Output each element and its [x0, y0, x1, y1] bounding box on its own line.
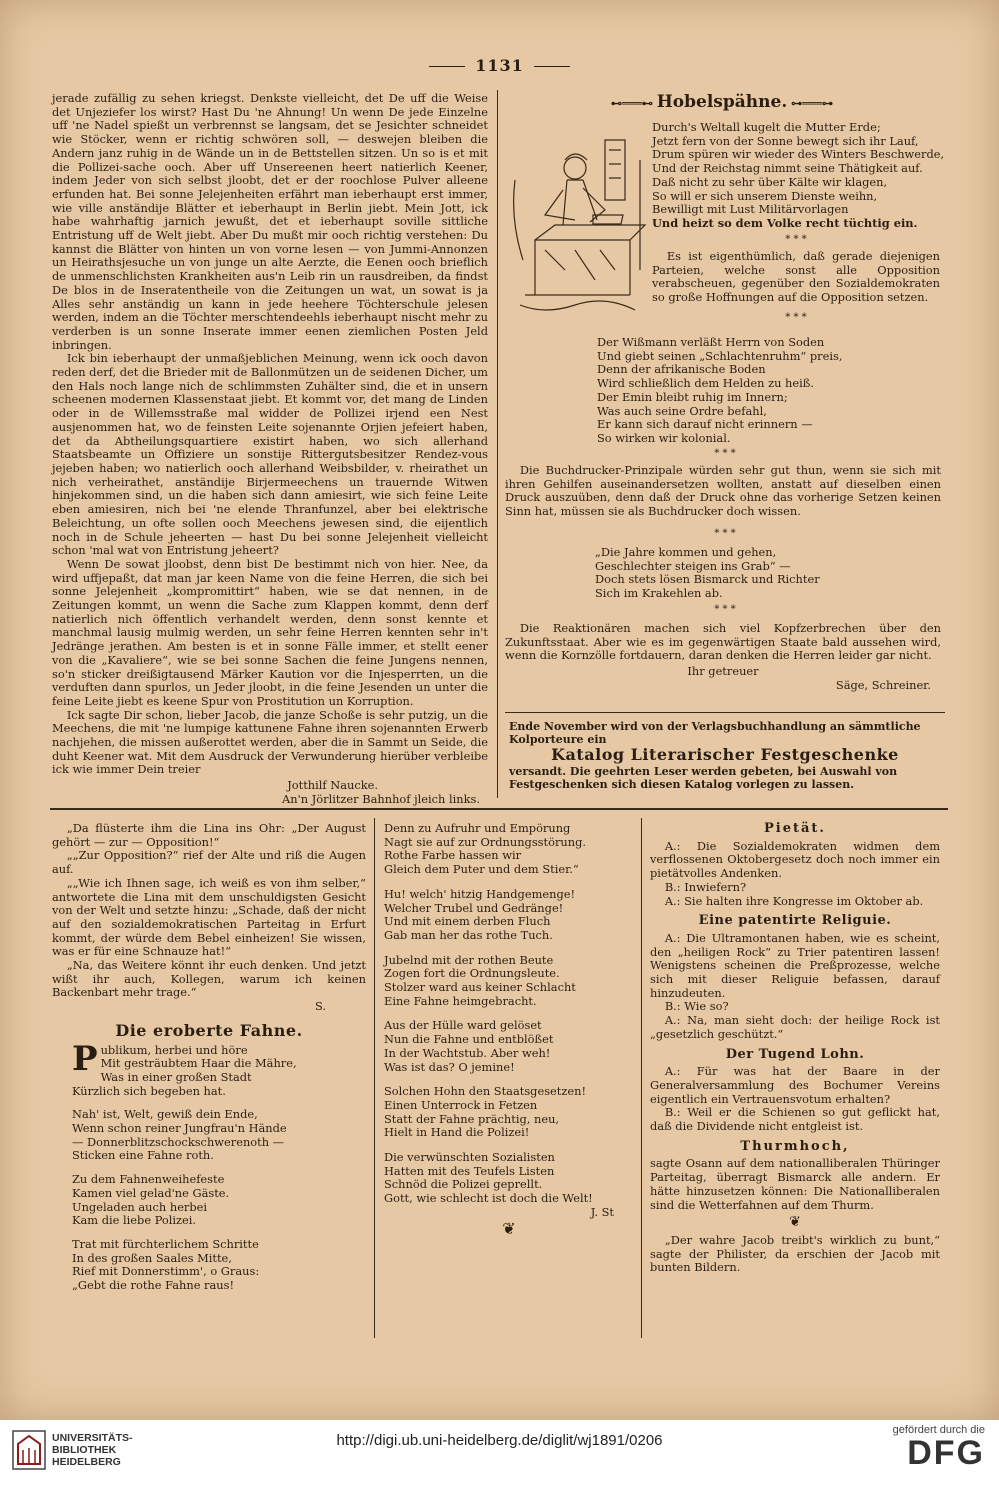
hobel-paragraph-2 — [505, 464, 941, 519]
poem-line: Jubelnd mit der rothen Beute — [384, 952, 554, 967]
poem-line: Die verwünschten Sozialisten — [384, 1150, 555, 1165]
poem-stanza — [384, 888, 634, 943]
hobel-paragraph-3 — [505, 622, 941, 693]
poem-line: Durch's Weltall kugelt die Mutter Erde; — [652, 120, 881, 134]
poem-line: Drum spüren wir wieder des Winters Beschwerde, — [652, 147, 945, 162]
poem-line: Eine Fahne heimgebracht. — [384, 993, 537, 1008]
ornament-icon: ⊶═══⊶ — [787, 97, 833, 110]
ad-line-1: Ende November wird von der Verlagsbuchhandlung an sämmtliche Kolporteure ein — [509, 720, 921, 746]
poem-line: Der Wißmann verläßt Herrn von Soden — [597, 335, 825, 349]
hobel-closing: Ihr getreuer — [687, 664, 759, 679]
story-paragraph: „„Wie ich Ihnen sage, ich weiß es von ihm selber,“ antwortete die Lina mit dem unschuldigsten Gesicht von der Welt und setzte hinzu: „Schade, daß der nicht auf den sozialdemokratischen Parteitag in Erfurt kommt, der würde dem Bebel einheizen! Sie wissen, was er für eine Schnauze hat!“ — [52, 875, 366, 959]
poem-line: Statt der Fahne prächtig, neu, — [384, 1111, 560, 1126]
dialog-line: A.: Die Sozialdemokraten widmen dem verflossenen Oktobergesetz doch noch immer ein pietätvolles Andenken. — [650, 838, 940, 881]
paragraph-text: Die Reaktionären machen sich viel Kopfzerbrechen über den Zukunftsstaat. Aber wie es im gegenwärtigen Staate bald aussehen wird, wenn die Kornzölle fortdauern, daran denken die Herren leider gar nicht. — [505, 621, 941, 663]
poem-line: Gott, wie schlecht ist doch die Welt! — [384, 1191, 593, 1206]
logo-line: HEIDELBERG — [52, 1456, 121, 1468]
poem-line: Und heizt so dem Volke recht tüchtig ein. — [652, 215, 918, 230]
poem-line: Zogen fort die Ordnungsleute. — [384, 966, 560, 981]
hobel-title-row — [592, 92, 852, 112]
catalog-advertisement — [509, 720, 941, 791]
fleuron-icon: ❦ — [502, 1218, 516, 1238]
poem-line: Welcher Trubel und Gedränge! — [384, 900, 564, 915]
dialog-line: A.: Na, man sieht doch: der heilige Rock ist „gesetzlich geschützt.“ — [650, 1013, 940, 1041]
poem-line: Kamen viel gelad'ne Gäste. — [72, 1185, 230, 1200]
ornament-icon: ⊷═══⊷ — [611, 97, 657, 110]
poem-line: Solchen Hohn den Staatsgesetzen! — [384, 1084, 587, 1099]
poem-stanza — [384, 1085, 634, 1140]
column-divider-bottom-2 — [641, 818, 642, 1338]
poem-line: Einen Unterrock in Fetzen — [384, 1097, 538, 1112]
poem-line: „Gebt die rothe Fahne raus! — [72, 1278, 235, 1293]
poem-line: Rief mit Donnerstimm', o Graus: — [72, 1264, 260, 1279]
poem-line: Bewilligt mit Lust Militärvorlagen — [652, 202, 849, 217]
poem-line: Trat mit fürchterlichem Schritte — [72, 1236, 259, 1251]
hobel-poem-2 — [597, 336, 897, 446]
letter-signature: Jotthilf Naucke. — [287, 778, 378, 793]
separator-stars: * * * — [714, 528, 736, 539]
ad-title: Katalog Literarischer Festgeschenke — [551, 745, 899, 764]
dialog-line: B.: Weil er die Schienen so gut geflickt hat, daß die Dividende nicht entgleist ist. — [650, 1105, 940, 1134]
separator-stars: * * * — [785, 312, 807, 323]
header-dash-left — [429, 66, 465, 67]
poem-stanza — [72, 1038, 366, 1099]
ad-divider — [505, 712, 945, 713]
separator-stars: * * * — [785, 234, 807, 245]
poem-line: Doch stets lösen Bismarck und Richter — [595, 572, 820, 587]
poem-line: Geschlechter steigen ins Grab“ — — [595, 558, 791, 573]
poem-line: Mit gesträubtem Haar die Mähre, — [100, 1056, 297, 1071]
poem-stanza — [384, 1151, 634, 1206]
dialog-line: A.: Die Ultramontanen haben, wie es scheint, den „heiligen Rock“ zu Trier patentiren lassen! Wenigstens scheinen die Preßprozesse, welche sich mit dieser Religuie befassen, darauf hinzudeuten. — [650, 930, 940, 1000]
poem-line: In des großen Saales Mitte, — [72, 1250, 232, 1265]
poem-line: Daß nicht zu sehr über Kälte wir klagen, — [652, 174, 888, 189]
section-title-thurmhoch: Thurmhoch, — [740, 1138, 850, 1154]
paragraph-text: sagte Osann auf dem nationalliberalen Thüringer Parteitag, überragt Bismarck alle andern. Er hätte hinzusetzen können: Die Nationalliberalen sind die Wetterfahnen auf dem Thurm. — [650, 1156, 940, 1212]
section-divider — [50, 808, 948, 810]
footer-bar — [0, 1420, 999, 1489]
paragraph-text: Es ist eigenthümlich, daß gerade diejenigen Parteien, welche sonst alle Opposition verabscheuen, gegenüber den Sozialdemokraten so große Hoffnungen auf die Opposition setzen. — [652, 249, 940, 305]
page-header — [0, 56, 999, 75]
drop-cap: P — [72, 1038, 98, 1079]
ad-line-2: versandt. Die geehrten Leser werden gebeten, bei Auswahl von Festgeschenken sich diesen Katalog vorlegen zu lassen. — [509, 765, 898, 791]
dialog-line: A.: Für was hat der Baare in der Generalversammlung des Bochumer Vereins eigentlich ein Vertrauensvotum erhalten? — [650, 1064, 940, 1106]
poem-line: Nagt sie auf zur Ordnungsstörung. — [384, 834, 586, 849]
letter-paragraph: Wenn De sowat jloobst, denn bist De bestimmt nich von hier. Nee, da wird uffjepaßt, dat man jar keen Name von die feine Herren, die sich bei sonne Jelejenheit „kompromittirt“ haben, wie se dat nennen, in de Zeitungen kommt, un wenn die Sache zum Klappen kommt, denn derf natierlich nich öffentlich verhandelt werden, denn sonst kennte et manchmal lausig mulmig werden, un sehr feine Herren kennten sehr in't Jedränge jerathen. Am besten is et in sonne Fälle immer, et stellt eener von die „Kavaliere“, wie se bei sonne Sachen die feine Jungens nennen, so'n sticker dreißigtausend Märker Kaution vor die Injesperrten, un die verduften dann spurlos, un Jeder jloobt, in die feine Jesenden un unter die feine Leite jiebt es keene Spur von Prostitution un Korruption. — [52, 556, 488, 708]
poem-line: Was in einer großen Stadt — [100, 1069, 252, 1084]
poem-line: In der Wachtstub. Aber weh! — [384, 1045, 551, 1060]
poem-line: Gab man her das rothe Tuch. — [384, 927, 553, 942]
logo-line: UNIVERSITÄTS- — [52, 1432, 133, 1444]
poem-line: Wenn schon reiner Jungfrau'n Hände — [72, 1121, 287, 1136]
dialog-line: B.: Wie so? — [664, 999, 729, 1014]
separator-stars: * * * — [714, 448, 736, 459]
poem-line: Zu dem Fahnenweihefeste — [72, 1172, 225, 1187]
poem-line: Sich im Krakehlen ab. — [595, 586, 723, 601]
dfg-sponsor — [893, 1424, 985, 1470]
poem-line: Und giebt seinen „Schlachtenruhm“ preis, — [597, 348, 843, 363]
poem-line: Nah' ist, Welt, gewiß dein Ende, — [72, 1107, 258, 1122]
poem-stanza — [384, 954, 634, 1009]
dialog-line: A.: Sie halten ihre Kongresse im Oktober ab. — [664, 893, 924, 908]
bottom-right-column — [650, 822, 940, 1275]
poem-line: Und der Reichstag nimmt seine Thätigkeit auf. — [652, 161, 923, 176]
header-dash-right — [534, 66, 570, 67]
poem-line: Ungeladen auch herbei — [72, 1199, 208, 1214]
poem-line: Was auch seine Ordre befahl, — [597, 403, 767, 418]
poem-line: Was ist das? O jemine! — [384, 1059, 515, 1074]
poem-line: Und mit einem derben Fluch — [384, 914, 551, 929]
hobel-poem-1 — [652, 121, 952, 231]
hobel-paragraph-1 — [652, 250, 940, 305]
poem-stanza — [72, 1173, 366, 1228]
poem-line: Jetzt fern von der Sonne bewegt sich ihr Lauf, — [652, 133, 919, 148]
sponsor-caption: gefördert durch die — [892, 1424, 985, 1436]
poem-line: Er kann sich darauf nicht erinnern — — [597, 417, 813, 432]
poem-line: Der Emin bleibt ruhig im Innern; — [597, 389, 788, 404]
poem-stanza — [72, 1238, 366, 1293]
logo-line: BIBLIOTHEK — [52, 1444, 117, 1456]
column-divider-top — [497, 90, 498, 798]
poem-line: Denn der afrikanische Boden — [597, 362, 766, 377]
poem-line: Hielt in Hand die Polizei! — [384, 1125, 530, 1140]
story-paragraph: „Na, das Weitere könnt ihr euch denken. Und jetzt wißt ihr auch, Kollegen, warum ich keinen Backenbart mehr trage.“ — [52, 958, 366, 1000]
story-signature: S. — [314, 999, 326, 1014]
story-paragraph: „Da flüsterte ihm die Lina ins Ohr: „Der August gehört — zur — Opposition!“ — [52, 821, 366, 849]
letter-signature-address: An'n Jörlitzer Bahnhof jleich links. — [282, 791, 480, 806]
poem-line: Nun die Fahne und entblößet — [384, 1032, 554, 1047]
poem-title: Die eroberte Fahne. — [115, 1020, 303, 1040]
paragraph-text: „Der wahre Jacob treibt's wirklich zu bunt,“ sagte der Philister, da erschien der Jacob mit bunten Bildern. — [650, 1232, 940, 1275]
hobel-poem-3 — [595, 546, 895, 601]
poem-line: ublikum, herbei und höre — [100, 1042, 248, 1057]
poem-stanza — [384, 1019, 634, 1074]
poem-line: Aus der Hülle ward gelöset — [384, 1018, 542, 1033]
dfg-logo-text: DFG — [907, 1434, 985, 1472]
poem-fahne-part-1 — [52, 1038, 366, 1293]
section-title-tugend: Der Tugend Lohn. — [725, 1046, 865, 1062]
section-title-pietaet: Pietät. — [764, 821, 826, 836]
poem-line: So will er sich unserem Dienste weihn, — [652, 188, 878, 203]
separator-stars: * * * — [714, 604, 736, 615]
poem-signature: J. St — [590, 1204, 614, 1219]
paragraph-text: Die Buchdrucker-Prinzipale würden sehr gut thun, wenn sie sich mit ihren Gehilfen auseinandersetzen wollten, anstatt auf dieselben einen Druck auszuüben, denn daß der Druck ohne das vorherige Setzen keinen Sinn hat, müssen sie als Buchdrucker doch wissen. — [505, 463, 941, 519]
poem-line: — Donnerblitzschockschwerenoth — — [72, 1134, 285, 1149]
hobel-signature: Säge, Schreiner. — [835, 677, 931, 692]
poem-line: Kürzlich sich begeben hat. — [72, 1083, 226, 1098]
poem-line: Denn zu Aufruhr und Empörung — [384, 821, 571, 835]
letter-paragraph: jerade zufällig zu sehen kriegst. Denkste vielleicht, det De uff die Weise det Unjeziefer los wirst? Hast Du 'ne Ahnung! Un wenn De jede Einzelne uff 'ne Nadel spießt un verbrennst se langsam, det se Jesichter schneidet wie Stöcker, wenn er richtig schwören soll, — deswejen bleiben die Andern janz ruhig in de Wände un in de Bettstellen sitzen. Un so is et mit die Pollizei-sache ooch. Aber uff Unsereenen heert natierlich Keener, indem Jeder von sich selbst jloobt, det er der roochlose Pulver alleene erfunden hat. Bei sonne Jelejenheiten erfährt man ieberhaupt erst immer, wie ville anständije Blätter et ieberhaupt in Berlin jiebt. Mein Jott, ick habe wahrhaftig jarnich jewußt, det et ieberhaupt soville sittliche Entristung uff de Welt jiebt. Aber Du mußt mir ooch richtig verstehen: Du kannst die Blätter von hinten un von vorne lesen — von Jummi-Annonzen un Heirathsjesuche un von junge un alte Aerzte, die Eenen ooch brieflich de unmenschlichsten Krankheiten aus'n Leib rin un rausdreiben, da findst De blos in de Inseratentheile von die Zeitungen un wat, un sowat is ja Alles sehr anständig un kann in jede heehere Töchterschule jelesen werden, indem an die Töchter merschtendeehls ieberhaupt nischt mehr zu verderben is un sonne Inserate immer eenen ziemlichen Posten Jeld inbringen. — [52, 91, 488, 352]
poem-line: „Die Jahre kommen und gehen, — [595, 545, 777, 559]
carpenter-illustration-icon — [505, 120, 650, 320]
poem-line: Hu! welch' hitzig Handgemenge! — [384, 886, 576, 901]
column-divider-bottom-1 — [374, 818, 375, 1338]
poem-line: Sticken eine Fahne roth. — [72, 1148, 214, 1163]
fleuron-icon: ❦ — [789, 1214, 801, 1231]
bottom-left-column — [52, 822, 366, 1293]
poem-line: So wirken wir kolonial. — [597, 430, 731, 445]
poem-stanza — [384, 822, 634, 877]
poem-line: Schnöd die Polizei geprellt. — [384, 1177, 543, 1192]
poem-line: Kam die liebe Polizei. — [72, 1213, 197, 1228]
story-paragraph: „„Zur Opposition?“ rief der Alte und riß die Augen auf. — [52, 848, 366, 877]
poem-line: Rothe Farbe hassen wir — [384, 848, 522, 863]
section-title-religuie: Eine patentirte Religuie. — [698, 913, 892, 929]
poem-line: Hatten mit des Teufels Listen — [384, 1163, 555, 1178]
source-url-link[interactable]: http://digi.ub.uni-heidelberg.de/diglit/wj1891/0206 — [336, 1432, 663, 1449]
poem-line: Wird schließlich dem Helden zu heiß. — [597, 376, 814, 391]
letter-column — [52, 92, 488, 807]
dialog-line: B.: Inwiefern? — [664, 879, 747, 894]
page-number: 1131 — [475, 56, 524, 75]
letter-paragraph: Ick sagte Dir schon, lieber Jacob, die janze Schoße is sehr putzig, un die Meechens, die mit 'ne lumpige kattunene Fahne ihren sojenannten Erwerb nachjehen, die missen außerottet werden, aber die in Sammt un Seide, die duht Keener wat. Mit dem Ausdruck der Verwunderung hierüber verbleibe ick wie immer Dein treier — [52, 707, 488, 777]
poem-line: Stolzer ward aus keiner Schlacht — [384, 980, 576, 995]
poem-fahne-part-2 — [384, 821, 634, 1238]
letter-paragraph: Ick bin ieberhaupt der unmaßjeblichen Meinung, wenn ick ooch davon reden derf, det die Brieder mit de Ballonmützen un de seidenen Dicher, um den Hals noch lange nich de schlimmsten Zuhälter sind, die et in unsern scheenen modernen Klassenstaat jiebt. Et kommt vor, det mang de Linden oder in de Willemsstraße mal widder de Pollizei irjend een Nest ausjenommen hat, wo de feinsten Leite sojenannte Orjien jefeiert haben, det da Abtheilungsquartiere existirt haben, wo sich allerhand Staatsbeamte un Offiziere un sonstije Rittergutsbesitzer Rendez-vous jejeben haben; wo natierlich ooch allerhand Weibsbilder, v. rheirathet un nich verheirathet, anständije Birjermeechens un trauernde Witwen hinjekommen sind, un die haben sich dann amiesirt, wie sich feine Leite eben amiesiren, nich bei 'ne elende Thranfunzel, aber bei elektrische Beleichtung, un ofte sollen ooch Meechens jewesen sind, die eijentlich noch in de Schule jeheerten — hast Du bei sonne Jelejenheit vielleicht schon 'mal wat von Entristung jeheert? — [52, 351, 488, 558]
poem-stanza — [72, 1108, 366, 1163]
hobel-title: Hobelspähne. — [656, 92, 788, 112]
poem-line: Gleich dem Puter und dem Stier.“ — [384, 862, 579, 877]
